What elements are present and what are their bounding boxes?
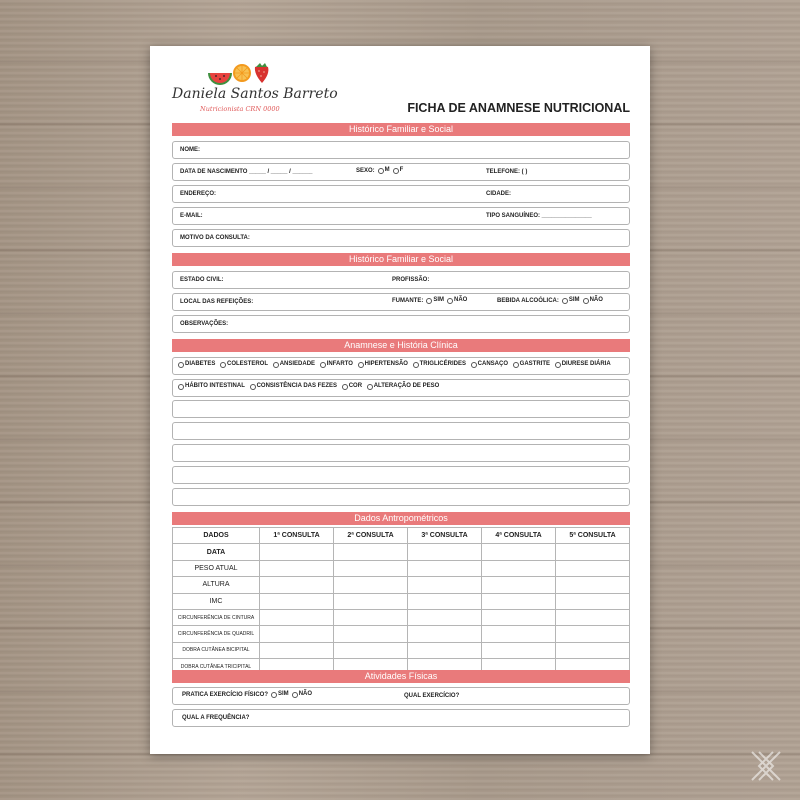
- consultation-reason-field[interactable]: [172, 229, 630, 247]
- exercise-practice-label: PRATICA EXERCÍCIO FÍSICO?: [182, 692, 269, 699]
- sex-f-label: F: [399, 167, 404, 173]
- color-checkbox[interactable]: [342, 384, 348, 390]
- table-cell[interactable]: [334, 544, 408, 560]
- section-physical-activity-header: Atividades Físicas: [172, 670, 630, 683]
- smoker-yes-label: SIM: [433, 297, 444, 303]
- alcohol-no-checkbox[interactable]: [583, 298, 589, 304]
- column-header-consulta-3: 3ª CONSULTA: [408, 528, 482, 544]
- form-title: FICHA DE ANAMNESE NUTRICIONAL: [407, 101, 630, 115]
- table-cell[interactable]: [334, 642, 408, 658]
- column-header-consulta-1: 1ª CONSULTA: [260, 528, 334, 544]
- table-cell[interactable]: [408, 544, 482, 560]
- exercise-frequency-label: QUAL A FREQUÊNCIA?: [182, 715, 250, 721]
- infarction-checkbox[interactable]: [320, 362, 326, 368]
- consultation-reason-label: MOTIVO DA CONSULTA:: [180, 235, 250, 241]
- column-header-consulta-4: 4ª CONSULTA: [482, 528, 556, 544]
- column-header-consulta-5: 5ª CONSULTA: [556, 528, 630, 544]
- table-cell[interactable]: [556, 609, 630, 625]
- smoker-field: [392, 297, 467, 305]
- sex-label: SEXO:: [356, 168, 375, 175]
- fruits-icon: [205, 60, 275, 86]
- exercise-frequency-field[interactable]: [172, 709, 630, 727]
- birth-date-field[interactable]: DATA DE NASCIMENTO _____ / _____ / ______: [180, 169, 313, 175]
- section-family-social-2-header: Histórico Familiar e Social: [172, 253, 630, 266]
- blood-type-field[interactable]: TIPO SANGUÍNEO: _______________: [486, 213, 592, 219]
- table-cell[interactable]: [334, 593, 408, 609]
- alcohol-no-label: NÃO: [589, 297, 603, 303]
- email-blood-row: [172, 207, 630, 225]
- diabetes-label: DIABETES: [185, 361, 216, 367]
- clinical-checklist-row-2: [172, 379, 630, 397]
- diuresis-label: DIURESE DIÁRIA: [561, 361, 611, 367]
- clinical-notes-line-2[interactable]: [172, 422, 630, 440]
- column-header-dados: DADOS: [173, 528, 260, 544]
- anxiety-label: ANSIEDADE: [279, 361, 316, 367]
- observations-label: OBSERVAÇÕES:: [180, 321, 229, 327]
- table-cell[interactable]: [408, 609, 482, 625]
- clinical-checklist-row-1: [172, 357, 630, 375]
- diabetes-checkbox[interactable]: [178, 362, 184, 368]
- table-row: [173, 609, 630, 625]
- table-cell[interactable]: [556, 577, 630, 593]
- watermark-logo-icon: [748, 748, 784, 784]
- sex-m-radio[interactable]: [378, 168, 384, 174]
- clinical-notes-line-5[interactable]: [172, 488, 630, 506]
- weight-change-checkbox[interactable]: [367, 384, 373, 390]
- civil-status-profession-row: [172, 271, 630, 289]
- table-cell[interactable]: [260, 626, 334, 642]
- row-label-data: DATA: [173, 544, 260, 560]
- table-cell[interactable]: [260, 544, 334, 560]
- table-row: [173, 593, 630, 609]
- section-family-social-header: Histórico Familiar e Social: [172, 123, 630, 136]
- row-label-bicipital: DOBRA CUTÂNEA BICIPITAL: [173, 642, 260, 658]
- color-label: COR: [348, 383, 363, 389]
- table-cell[interactable]: [408, 560, 482, 576]
- cholesterol-checkbox[interactable]: [220, 362, 226, 368]
- alcohol-yes-label: SIM: [568, 297, 580, 303]
- cholesterol-label: COLESTEROL: [227, 361, 269, 367]
- table-header-row: [173, 528, 630, 544]
- exercise-no-label: NÃO: [298, 691, 313, 697]
- table-row: [173, 642, 630, 658]
- table-cell[interactable]: [408, 626, 482, 642]
- exercise-no-checkbox[interactable]: [292, 692, 298, 698]
- table-row: [173, 577, 630, 593]
- hypertension-label: HIPERTENSÃO: [364, 361, 408, 367]
- row-label-imc: IMC: [173, 593, 260, 609]
- clinical-notes-line-1[interactable]: [172, 400, 630, 418]
- row-label-peso-atual: PESO ATUAL: [173, 560, 260, 576]
- table-cell[interactable]: [482, 577, 556, 593]
- form-header: [150, 46, 650, 121]
- clinical-notes-line-4[interactable]: [172, 466, 630, 484]
- clinical-notes-line-3[interactable]: [172, 444, 630, 462]
- sex-field: [356, 167, 403, 175]
- sex-f-radio[interactable]: [393, 168, 399, 174]
- table-cell[interactable]: [408, 593, 482, 609]
- row-label-tricipital: DOBRA CUTÂNEA TRICIPITAL: [173, 659, 260, 675]
- table-cell[interactable]: [482, 593, 556, 609]
- fatigue-checkbox[interactable]: [471, 362, 477, 368]
- clinical-options-1: [175, 361, 611, 369]
- smoker-label: FUMANTE:: [392, 298, 424, 305]
- fatigue-label: CANSAÇO: [477, 361, 508, 367]
- observations-field[interactable]: [172, 315, 630, 333]
- smoker-no-checkbox[interactable]: [447, 298, 453, 304]
- table-cell[interactable]: [482, 560, 556, 576]
- row-label-cintura: CIRCUNFERÊNCIA DE CINTURA: [173, 609, 260, 625]
- table-cell[interactable]: [556, 544, 630, 560]
- profession-field[interactable]: PROFISSÃO:: [392, 277, 430, 283]
- table-row: [173, 626, 630, 642]
- name-label: NOME:: [180, 147, 200, 153]
- triglycerides-label: TRIGLICÉRIDES: [419, 361, 466, 367]
- weight-change-label: ALTERAÇÃO DE PESO: [373, 383, 440, 389]
- alcohol-field: [497, 297, 603, 305]
- civil-status-field[interactable]: ESTADO CIVIL:: [180, 277, 224, 283]
- table-cell[interactable]: [482, 609, 556, 625]
- stool-consistency-label: CONSISTÊNCIA DAS FEZES: [256, 383, 338, 389]
- triglycerides-checkbox[interactable]: [413, 362, 419, 368]
- table-cell[interactable]: [556, 642, 630, 658]
- infarction-label: INFARTO: [326, 361, 353, 367]
- table-cell[interactable]: [334, 560, 408, 576]
- table-cell[interactable]: [334, 577, 408, 593]
- nutritionist-logo: [170, 60, 338, 120]
- alcohol-yes-checkbox[interactable]: [562, 298, 568, 304]
- column-header-consulta-2: 2ª CONSULTA: [334, 528, 408, 544]
- email-field[interactable]: E-MAIL:: [180, 213, 203, 219]
- smoker-no-label: NÃO: [454, 297, 468, 303]
- address-field[interactable]: ENDEREÇO:: [180, 191, 217, 197]
- nutritionist-name: Daniela Santos Barreto: [172, 86, 338, 102]
- table-cell[interactable]: [482, 626, 556, 642]
- gastritis-checkbox[interactable]: [513, 362, 519, 368]
- nutritionist-credential: Nutricionista CRN 0000: [200, 105, 280, 113]
- stool-consistency-checkbox[interactable]: [250, 384, 256, 390]
- table-cell[interactable]: [556, 560, 630, 576]
- row-label-altura: ALTURA: [173, 577, 260, 593]
- table-cell[interactable]: [482, 642, 556, 658]
- table-cell[interactable]: [334, 609, 408, 625]
- row-label-quadril: CIRCUNFERÊNCIA DE QUADRIL: [173, 626, 260, 642]
- table-cell[interactable]: [408, 642, 482, 658]
- exercise-practice-field: [182, 691, 312, 699]
- table-cell[interactable]: [556, 626, 630, 642]
- smoker-yes-checkbox[interactable]: [426, 298, 432, 304]
- table-row: [173, 560, 630, 576]
- city-field[interactable]: CIDADE:: [486, 191, 511, 197]
- anxiety-checkbox[interactable]: [273, 362, 279, 368]
- alcohol-label: BEBIDA ALCOÓLICA:: [497, 298, 559, 305]
- clinical-options-2: [175, 383, 439, 391]
- bowel-habit-checkbox[interactable]: [178, 384, 184, 390]
- which-exercise-field[interactable]: QUAL EXERCÍCIO?: [404, 693, 460, 699]
- section-clinical-history-header: Anamnese e História Clínica: [172, 339, 630, 352]
- exercise-yes-checkbox[interactable]: [271, 692, 277, 698]
- table-cell[interactable]: [334, 626, 408, 642]
- birth-sex-phone-row: [172, 163, 630, 181]
- table-cell[interactable]: [260, 642, 334, 658]
- bowel-habit-label: HÁBITO INTESTINAL: [185, 383, 245, 389]
- anamnesis-form-sheet: [150, 46, 650, 754]
- table-cell[interactable]: [260, 593, 334, 609]
- name-field[interactable]: [172, 141, 630, 159]
- table-cell[interactable]: [260, 609, 334, 625]
- hypertension-checkbox[interactable]: [358, 362, 364, 368]
- table-cell[interactable]: [260, 560, 334, 576]
- table-cell[interactable]: [556, 593, 630, 609]
- table-cell[interactable]: [408, 577, 482, 593]
- exercise-yes-label: SIM: [278, 691, 289, 697]
- address-city-row: [172, 185, 630, 203]
- sex-m-label: M: [384, 167, 390, 173]
- diuresis-checkbox[interactable]: [555, 362, 561, 368]
- anthropometric-table: [172, 527, 630, 676]
- table-cell[interactable]: [260, 577, 334, 593]
- table-row: [173, 544, 630, 560]
- exercise-row: [172, 687, 630, 705]
- gastritis-label: GASTRITE: [519, 361, 551, 367]
- table-cell[interactable]: [482, 544, 556, 560]
- meals-smoker-alcohol-row: [172, 293, 630, 311]
- section-anthropometric-header: Dados Antropométricos: [172, 512, 630, 525]
- phone-field[interactable]: TELEFONE: ( ): [486, 169, 528, 175]
- meal-location-field[interactable]: LOCAL DAS REFEIÇÕES:: [180, 299, 254, 305]
